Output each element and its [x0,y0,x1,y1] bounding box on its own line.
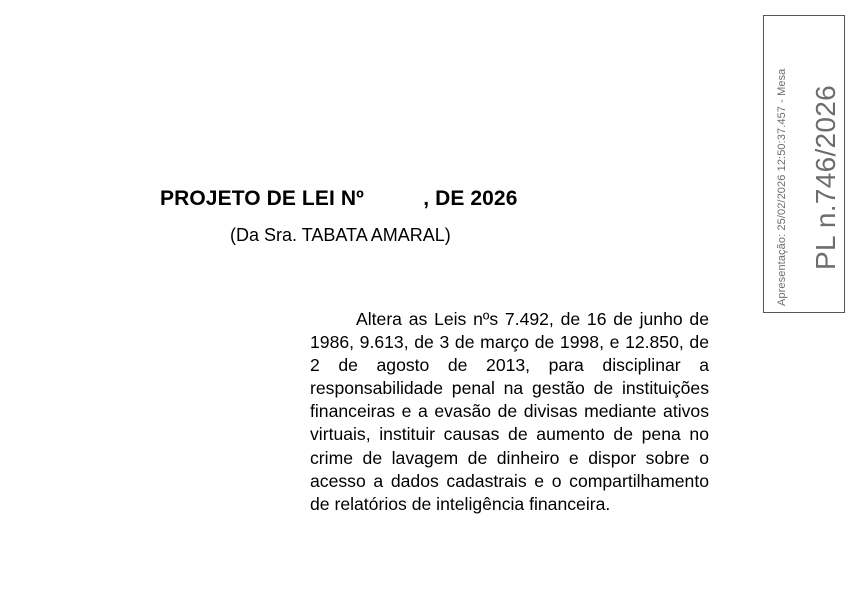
protocol-stamp [763,15,845,313]
stamp-presentation-date: Apresentação: 25/02/2026 12:50:37.457 - Mesa [776,68,788,306]
bill-title: PROJETO DE LEI Nº , DE 2026 [160,187,518,210]
bill-summary: Altera as Leis nºs 7.492, de 16 de junho de 1986, 9.613, de 3 de março de 1998, e 12.850, de 2 de agosto de 2013, para disciplinar a responsabilidade penal na gestão de instituições financeiras e a evasão de divisas mediante ativos virtuais, instituir causas de aumento de pena no crime de lavagem de dinheiro e dispor sobre o acesso a dados cadastrais e o compartilhamento de relatórios de inteligência financeira. [310,309,709,514]
stamp-bill-number: PL n.746/2026 [810,84,841,270]
bill-author: (Da Sra. TABATA AMARAL) [230,225,451,245]
